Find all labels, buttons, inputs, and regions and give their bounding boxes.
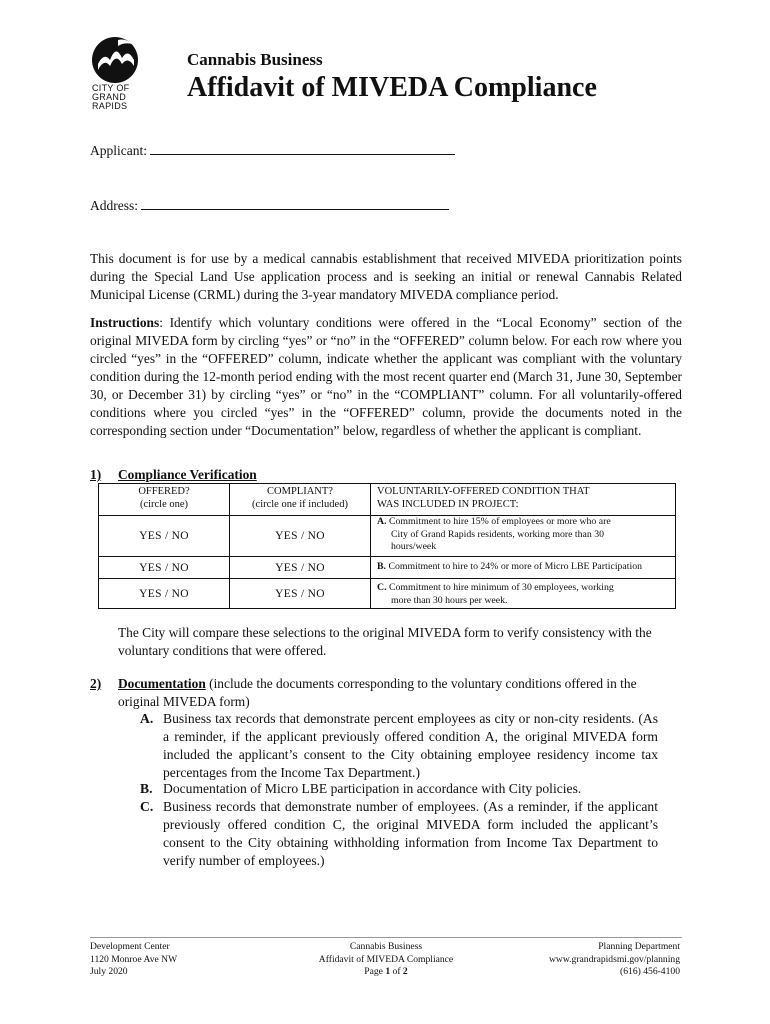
section-1-title: Compliance Verification	[118, 467, 257, 482]
footer-website[interactable]: www.grandrapidsmi.gov/planning	[548, 953, 680, 965]
table-header-row	[99, 484, 676, 516]
footer-date: July 2020	[90, 966, 128, 977]
city-logo-mark-icon	[88, 34, 142, 84]
footer-left	[90, 941, 177, 979]
applicant-field	[90, 140, 455, 159]
logo-text-line-2: GRAND	[92, 92, 127, 102]
documentation-item-b	[140, 780, 658, 798]
table-row	[99, 557, 676, 579]
item-text: Documentation of Micro LBE participation in accordance with City policies.	[163, 781, 582, 796]
compliant-choice-a[interactable]: YES / NO	[230, 516, 371, 557]
compliant-choice-c[interactable]: YES / NO	[230, 579, 371, 609]
footer-divider	[90, 937, 682, 938]
item-text: Business records that demonstrate number of employees. (As a reminder, if the applicant previously offered condition C, the original MIVEDA form included the applicant’s consent to the City obtaining withholding information from Income Tax Department to verify number of employees.)	[163, 799, 658, 868]
document-subtitle: Cannabis Business	[187, 50, 323, 69]
condition-header: VOLUNTARILY-OFFERED CONDITION THAT WAS INCLUDED IN PROJECT:	[371, 484, 676, 516]
offered-choice-a[interactable]: YES / NO	[99, 516, 230, 557]
condition-c: C. Commitment to hire minimum of 30 employees, working more than 30 hours per week.	[371, 579, 676, 609]
instructions-paragraph	[90, 314, 682, 440]
logo-text-line-1: CITY OF	[92, 83, 130, 93]
footer-page-number: Page 1 of 2	[364, 966, 408, 977]
section-1-header	[90, 466, 101, 484]
compliant-choice-b[interactable]: YES / NO	[230, 557, 371, 579]
applicant-input-line[interactable]	[150, 140, 455, 155]
city-logo	[88, 34, 142, 114]
offered-header: OFFERED? (circle one)	[99, 484, 230, 516]
condition-b: B. Commitment to hire to 24% or more of Micro LBE Participation	[371, 557, 676, 579]
section-2-title: Documentation	[118, 676, 206, 691]
compliant-header: COMPLIANT? (circle one if included)	[230, 484, 371, 516]
offered-choice-b[interactable]: YES / NO	[99, 557, 230, 579]
item-letter: A.	[140, 711, 154, 726]
footer-doc-title: Affidavit of MIVEDA Compliance	[318, 953, 454, 965]
instructions-text: : Identify which voluntary conditions were offered in the “Local Economy” section of the original MIVEDA form by circling “yes” or “no” in the “OFFERED” column below. For each row where you circled “yes” in the “OFFERED” column, indicate whether the applicant was compliant with the voluntary condition during the 12-month period ending with the most recent quarter end (March 31, June 30, September 30, or December 31) by circling “yes” or “no” in the “COMPLIANT” column. For all voluntarily-offered conditions where you circled “yes” in the “OFFERED” column, provide the documents noted in the corresponding section under “Documentation” below, regardless of whether the applicant is compliant.	[90, 315, 682, 438]
documentation-item-c	[140, 798, 658, 870]
logo-text-line-3: RAPIDS	[92, 101, 128, 111]
document-title: Affidavit of MIVEDA Compliance	[187, 72, 597, 103]
section-1-note: The City will compare these selections to the original MIVEDA form to verify consistency with the voluntary conditions that were offered.	[118, 625, 652, 658]
instructions-label: Instructions	[90, 315, 160, 330]
condition-a: A. Commitment to hire 15% of employees or more who are City of Grand Rapids residents, working more than 30 hours/week	[371, 516, 676, 557]
item-text: Business tax records that demonstrate percent employees as city or non-city residents. (As a reminder, if the applicant previously offered condition A, the original MIVEDA form included the applicant’s consent to the City obtaining employee residency income tax percentages from the Income Tax Department.)	[163, 711, 658, 780]
footer-right	[480, 941, 680, 979]
intro-paragraph: This document is for use by a medical cannabis establishment that received MIVEDA prioritization points during the Special Land Use application process and is seeking an initial or renewal Cannabis Related Municipal License (CRML) during the 3-year mandatory MIVEDA compliance period.	[90, 251, 682, 302]
item-letter: B.	[140, 781, 153, 796]
compliance-table	[98, 483, 676, 609]
footer-phone: (616) 456-4100	[620, 966, 680, 977]
address-label: Address:	[90, 198, 138, 213]
section-1-title-wrap	[118, 466, 257, 484]
footer-office: Development Center	[90, 941, 170, 952]
footer-doc-category: Cannabis Business	[349, 941, 423, 952]
offered-choice-c[interactable]: YES / NO	[99, 579, 230, 609]
applicant-label: Applicant:	[90, 143, 147, 158]
footer-center	[286, 941, 486, 979]
table-row	[99, 516, 676, 557]
address-field	[90, 195, 449, 214]
section-2-intro	[118, 675, 666, 711]
table-row	[99, 579, 676, 609]
section-2-subtitle: (include the documents corresponding to the voluntary conditions offered in the original MIVEDA form)	[118, 676, 637, 709]
section-1-number: 1)	[90, 467, 102, 482]
footer-street: 1120 Monroe Ave NW	[90, 953, 178, 965]
address-input-line[interactable]	[141, 195, 449, 210]
item-letter: C.	[140, 799, 154, 814]
footer-department: Planning Department	[598, 941, 680, 952]
documentation-item-a	[140, 710, 658, 782]
section-2-header	[90, 675, 101, 693]
section-2-number: 2)	[90, 676, 102, 691]
